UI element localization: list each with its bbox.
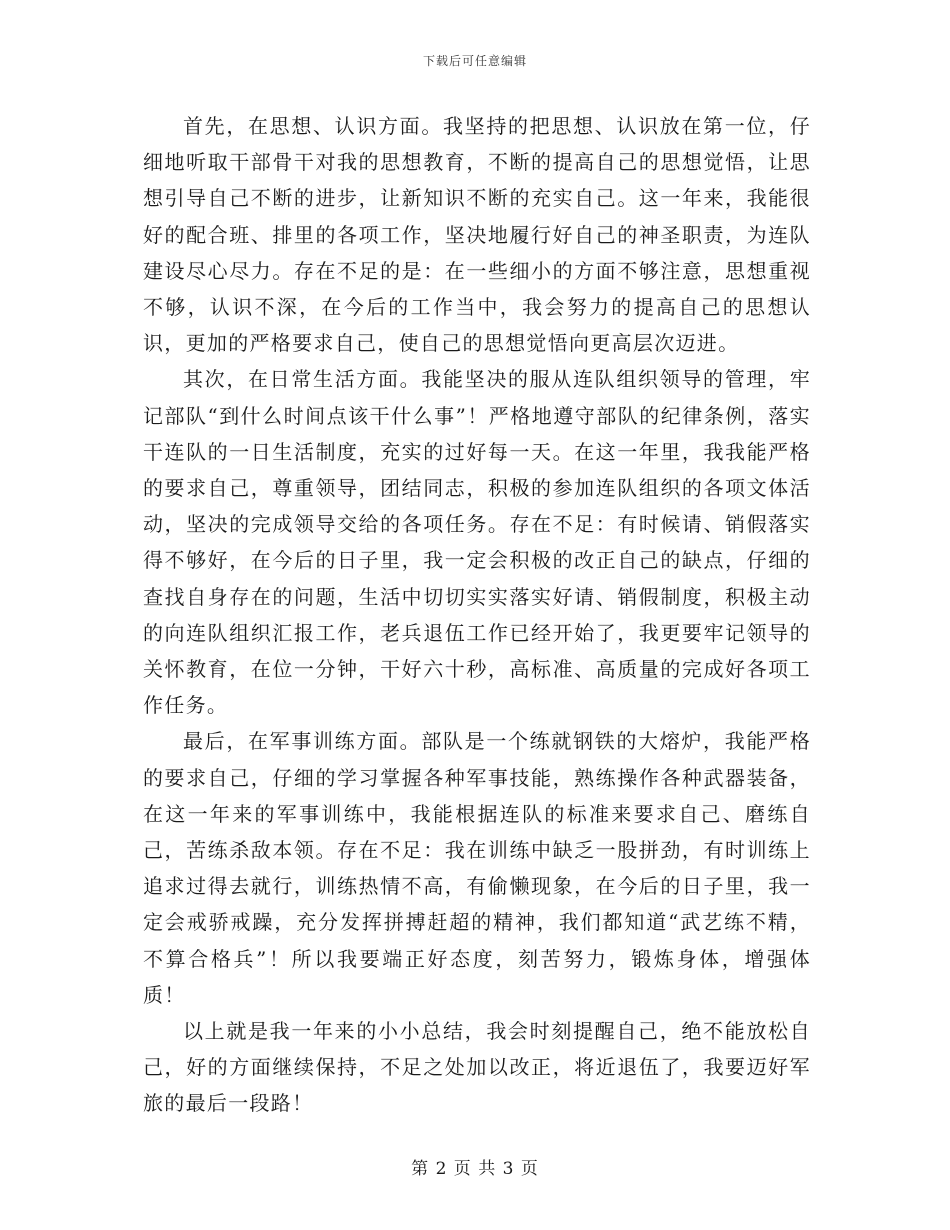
paragraph-conclusion: 以上就是我一年来的小小总结，我会时刻提醒自己，绝不能放松自己，好的方面继续保持，不足之处加以改正，将近退伍了，我要迈好军旅的最后一段路！ bbox=[143, 1019, 811, 1116]
page-number-footer: 第 2 页 共 3 页 bbox=[411, 1159, 539, 1179]
header-note: 下载后可任意编辑 bbox=[422, 54, 527, 68]
paragraph-daily-life: 其次，在日常生活方面。我能坚决的服从连队组织领导的管理，牢记部队“到什么时间点该干什么事”！严格地遵守部队的纪律条例，落实干连队的一日生活制度，充实的过好每一天。在这一年里，我我能严格的要求自己，尊重领导，团结同志，积极的参加连队组织的各项文体活动，坚决的完成领导交给的各项任务。存在不足：有时候请、销假落实得不够好，在今后的日子里，我一定会积极的改正自己的缺点，仔细的查找自身存在的问题，生活中切切实实落实好请、销假制度，积极主动的向连队组织汇报工作，老兵退伍工作已经开始了，我更要牢记领导的关怀教育，在位一分钟，干好六十秒，高标准、高质量的完成好各项工作任务。 bbox=[143, 367, 811, 718]
paragraph-military-training: 最后，在军事训练方面。部队是一个练就钢铁的大熔炉，我能严格的要求自己，仔细的学习掌握各种军事技能，熟练操作各种武器装备，在这一年来的军事训练中，我能根据连队的标准来要求自己、磨练自己，苦练杀敌本领。存在不足：我在训练中缺乏一股拼劲，有时训练上追求过得去就行，训练热情不高，有偷懒现象，在今后的日子里，我一定会戒骄戒躁，充分发挥拼搏赶超的精神，我们都知道“武艺练不精，不算合格兵”！所以我要端正好态度，刻苦努力，锻炼身体，增强体质！ bbox=[143, 729, 811, 1007]
document-body bbox=[143, 108, 811, 1122]
paragraph-thought: 首先，在思想、认识方面。我坚持的把思想、认识放在第一位，仔细地听取干部骨干对我的思想教育，不断的提高自己的思想觉悟，让思想引导自己不断的进步，让新知识不断的充实自己。这一年来，我能很好的配合班、排里的各项工作，坚决地履行好自己的神圣职责，为连队建设尽心尽力。存在不足的是：在一些细小的方面不够注意，思想重视不够，认识不深，在今后的工作当中，我会努力的提高自己的思想认识，更加的严格要求自己，使自己的思想觉悟向更高层次迈进。 bbox=[143, 114, 811, 356]
